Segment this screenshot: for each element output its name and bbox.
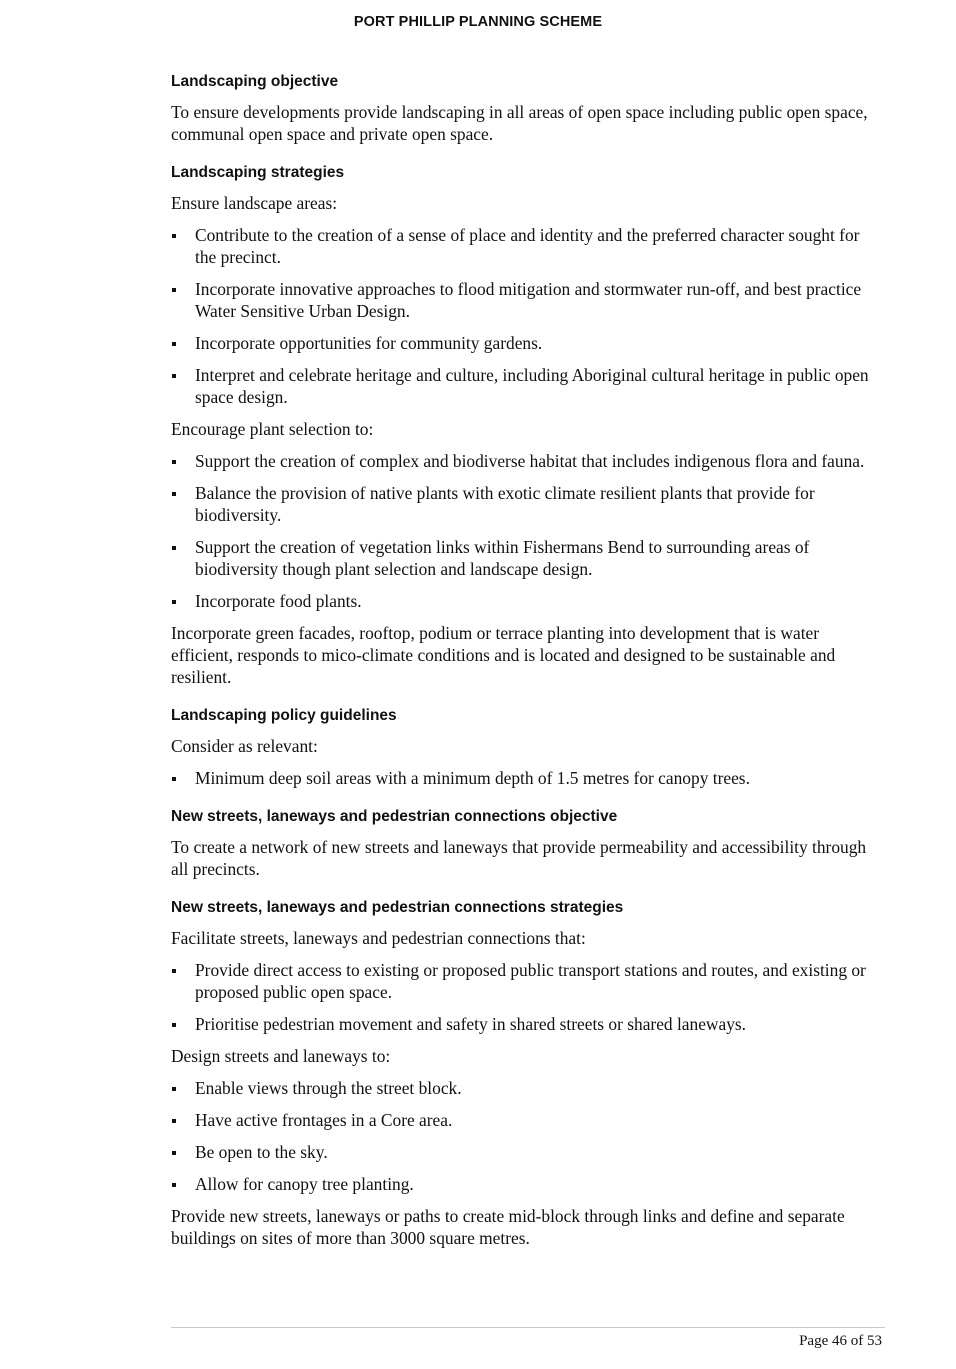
paragraph: Ensure landscape areas: (171, 193, 338, 213)
page-header: PORT PHILLIP PLANNING SCHEME (353, 14, 603, 30)
paragraph: Incorporate green facades, rooftop, podium or terrace planting into development that is water efficient, responds to mico-climate conditions and is located and designed to be sustainable and resilient. (171, 623, 836, 687)
list-item: Be open to the sky. (171, 1141, 885, 1163)
footer-divider (171, 1327, 885, 1328)
list-item: Prioritise pedestrian movement and safety in shared streets or shared laneways. (171, 1013, 885, 1035)
bullet-list (171, 1077, 885, 1195)
list-item: Interpret and celebrate heritage and culture, including Aboriginal cultural heritage in public open space design. (171, 364, 885, 408)
list-item: Incorporate food plants. (171, 590, 885, 612)
paragraph: Consider as relevant: (171, 736, 318, 756)
bullet-list (171, 959, 885, 1035)
list-item: Provide direct access to existing or proposed public transport stations and routes, and existing or proposed public open space. (171, 959, 885, 1003)
list-item: Support the creation of vegetation links within Fishermans Bend to surrounding areas of biodiversity though plant selection and landscape design. (171, 536, 885, 580)
section-heading-landscaping-objective: Landscaping objective (171, 73, 339, 90)
bullet-list (171, 224, 885, 408)
section-heading-landscaping-strategies: Landscaping strategies (171, 164, 345, 181)
list-item: Minimum deep soil areas with a minimum depth of 1.5 metres for canopy trees. (171, 767, 885, 789)
list-item: Incorporate innovative approaches to flood mitigation and stormwater run-off, and best practice Water Sensitive Urban Design. (171, 278, 885, 322)
list-item: Allow for canopy tree planting. (171, 1173, 885, 1195)
paragraph: Design streets and laneways to: (171, 1046, 391, 1066)
list-item: Contribute to the creation of a sense of place and identity and the preferred character sought for the precinct. (171, 224, 885, 268)
page-number: Page 46 of 53 (799, 1333, 882, 1349)
paragraph: Provide new streets, laneways or paths to create mid-block through links and define and separate buildings on sites of more than 3000 square metres. (171, 1206, 845, 1248)
list-item: Balance the provision of native plants with exotic climate resilient plants that provide for biodiversity. (171, 482, 885, 526)
document-body (171, 72, 885, 1259)
list-item: Enable views through the street block. (171, 1077, 885, 1099)
section-heading-streets-objective: New streets, laneways and pedestrian connections objective (171, 808, 618, 825)
list-item: Incorporate opportunities for community gardens. (171, 332, 885, 354)
paragraph: To create a network of new streets and laneways that provide permeability and accessibility through all precincts. (171, 837, 867, 879)
paragraph: Facilitate streets, laneways and pedestrian connections that: (171, 928, 586, 948)
list-item: Support the creation of complex and biodiverse habitat that includes indigenous flora and fauna. (171, 450, 885, 472)
bullet-list (171, 767, 885, 789)
section-heading-streets-strategies: New streets, laneways and pedestrian connections strategies (171, 899, 624, 916)
paragraph: Encourage plant selection to: (171, 419, 374, 439)
list-item: Have active frontages in a Core area. (171, 1109, 885, 1131)
bullet-list (171, 450, 885, 612)
section-heading-landscaping-guidelines: Landscaping policy guidelines (171, 707, 397, 724)
paragraph: To ensure developments provide landscaping in all areas of open space including public open space, communal open space and private open space. (171, 102, 868, 144)
